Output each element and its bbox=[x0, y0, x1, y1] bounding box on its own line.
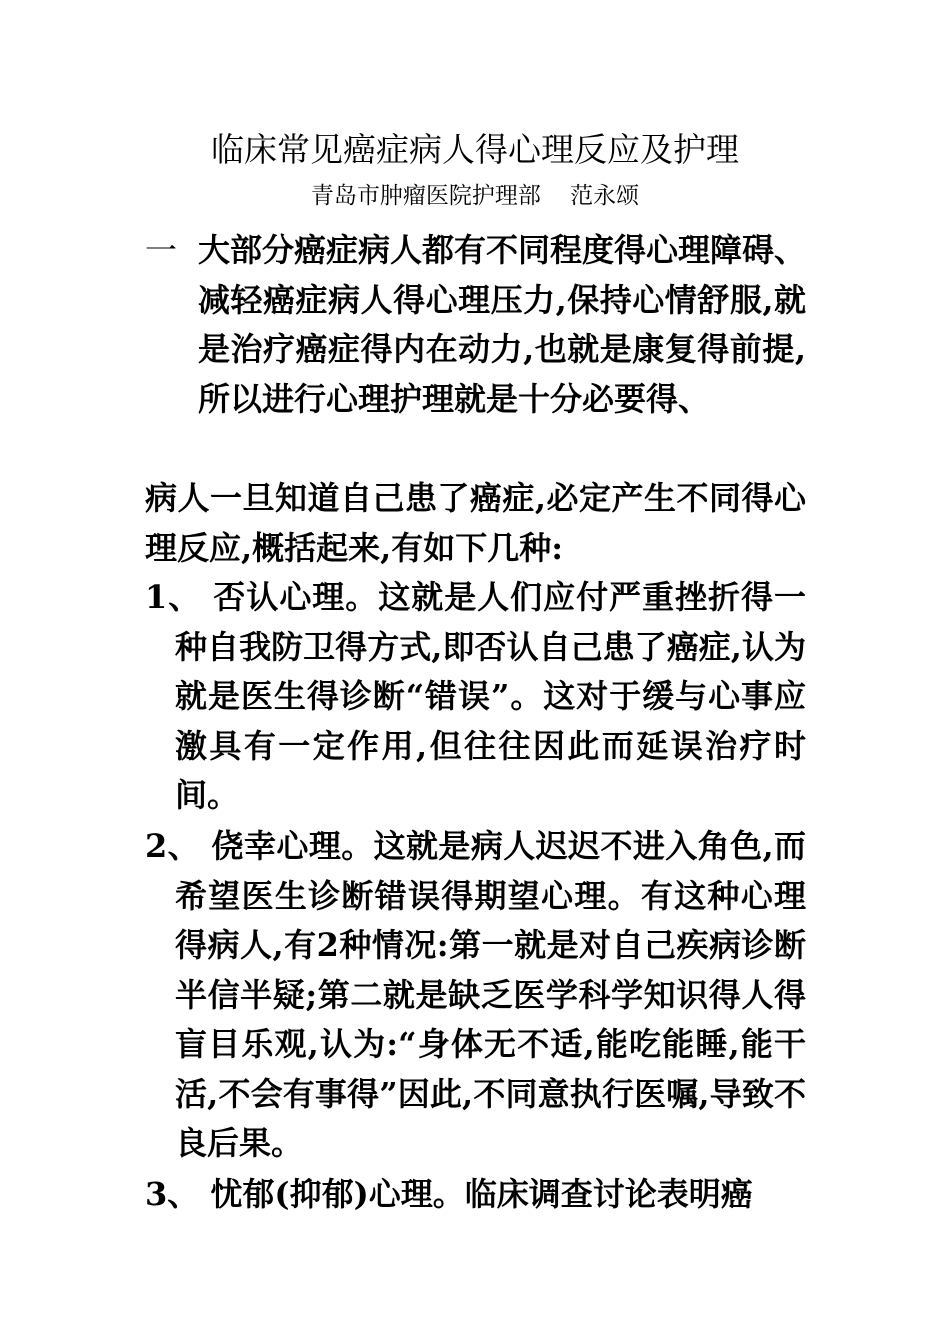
lead-paragraph: 病人一旦知道自己患了癌症,必定产生不同得心理反应,概括起来,有如下几种: bbox=[145, 479, 806, 567]
list-item-number: 3、 bbox=[145, 1175, 200, 1213]
document-title: 临床常见癌症病人得心理反应及护理 bbox=[211, 130, 739, 169]
list-item bbox=[145, 1170, 806, 1220]
list-item-text: 否认心理。这就是人们应付严重挫折得一种自我防卫得方式,即否认自己患了癌症,认为就是医生得诊断“错误”。这对于缓与心事应激具有一定作用,但往往因此而延误治疗时间。 bbox=[175, 578, 806, 814]
author-line: 青岛市肿瘤医院护理部 范永颂 bbox=[310, 183, 640, 209]
intro-paragraph: 大部分癌症病人都有不同程度得心理障碍、减轻癌症病人得心理压力,保持心情舒服,就是治疗癌症得内在动力,也就是康复得前提,所以进行心理护理就是十分必要得、 bbox=[198, 231, 807, 418]
section-marker: 一 bbox=[145, 231, 178, 269]
list-item-text: 忧郁(抑郁)心理。临床调查讨论表明癌 bbox=[210, 1175, 753, 1213]
list-item-number: 2、 bbox=[145, 827, 201, 865]
list-item bbox=[145, 573, 806, 821]
list-item-text: 侥幸心理。这就是病人迟迟不进入角色,而希望医生诊断错误得期望心理。有这种心理得病人,有2种情况:第一就是对自己疾病诊断半信半疑;第二就是缺乏医学科学知识得人得盲目乐观,认为:“身体无不适,能吃能睡,能干活,不会有事得”因此,不同意执行医嘱,导致不良后果。 bbox=[175, 827, 806, 1162]
list-item bbox=[145, 822, 806, 1169]
list-item-number: 1、 bbox=[145, 578, 202, 616]
